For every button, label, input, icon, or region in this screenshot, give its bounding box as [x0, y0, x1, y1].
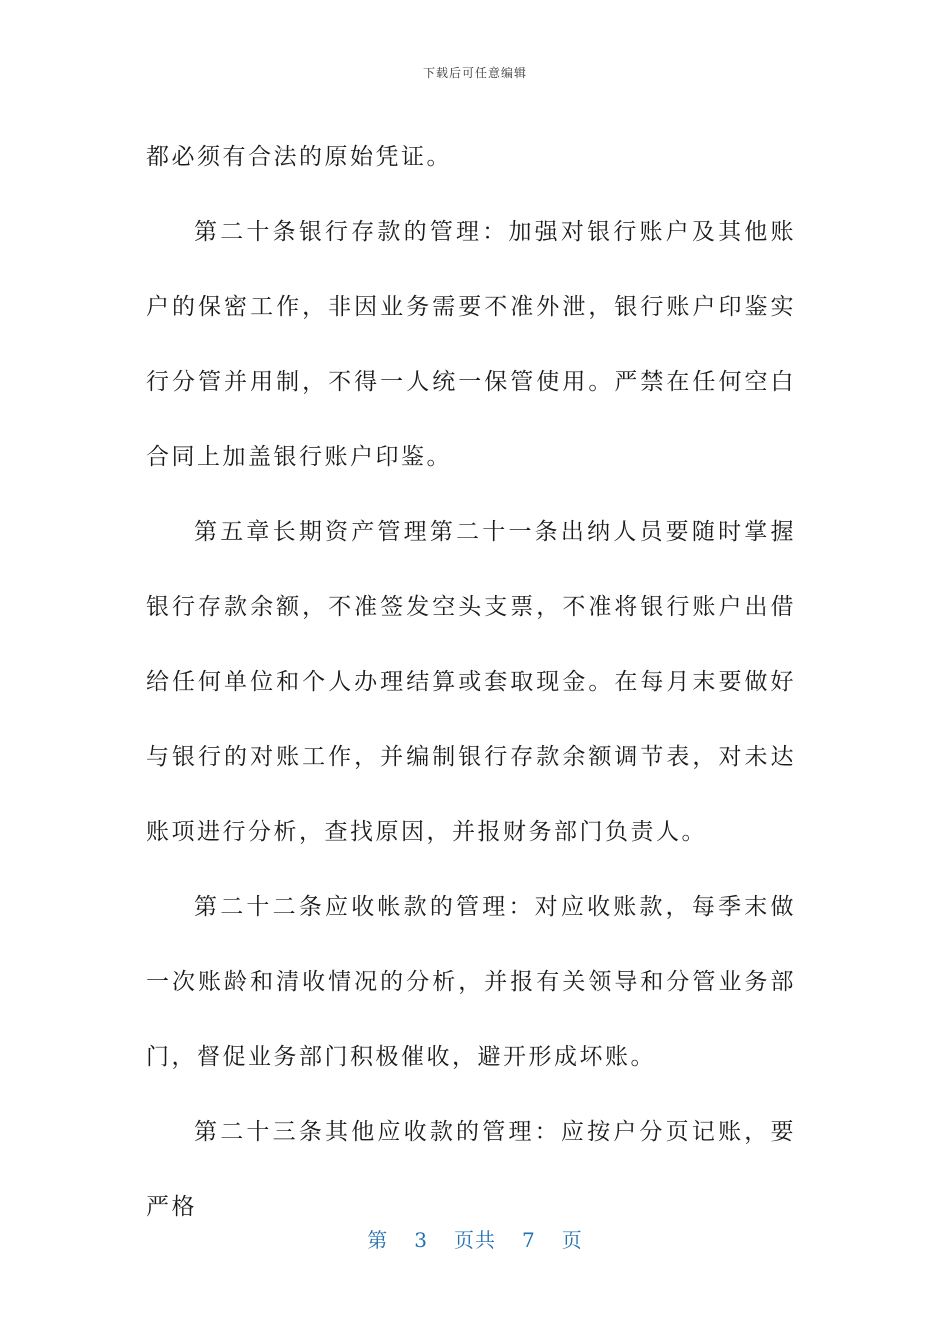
- header-note: 下载后可任意编辑: [422, 66, 527, 80]
- document-body: [146, 120, 796, 1245]
- paragraph-4: 第二十二条应收帐款的管理：对应收账款，每季末做一次账龄和清收情况的分析，并报有关领导和分管业务部门，督促业务部门积极催收，避开形成坏账。: [146, 894, 796, 1070]
- page-footer: [0, 1224, 950, 1253]
- current-page-number: 3: [414, 1228, 428, 1252]
- footer-suffix: 页: [561, 1228, 583, 1252]
- paragraph-3: 第五章长期资产管理第二十一条出纳人员要随时掌握银行存款余额，不准签发空头支票，不准将银行账户出借给任何单位和个人办理结算或套取现金。在每月末要做好与银行的对账工作，并编制银行存款余额调节表，对未达账项进行分析，查找原因，并报财务部门负责人。: [146, 519, 796, 845]
- paragraph-2: 第二十条银行存款的管理：加强对银行账户及其他账户的保密工作，非因业务需要不准外泄，银行账户印鉴实行分管并用制，不得一人统一保管使用。严禁在任何空白合同上加盖银行账户印鉴。: [146, 219, 796, 470]
- footer-prefix: 第: [367, 1228, 389, 1252]
- paragraph-1: 都必须有合法的原始凭证。: [146, 144, 452, 170]
- footer-middle: 页共: [454, 1228, 496, 1252]
- total-pages-number: 7: [522, 1228, 536, 1252]
- paragraph-5: 第二十三条其他应收款的管理：应按户分页记账，要严格: [146, 1119, 796, 1220]
